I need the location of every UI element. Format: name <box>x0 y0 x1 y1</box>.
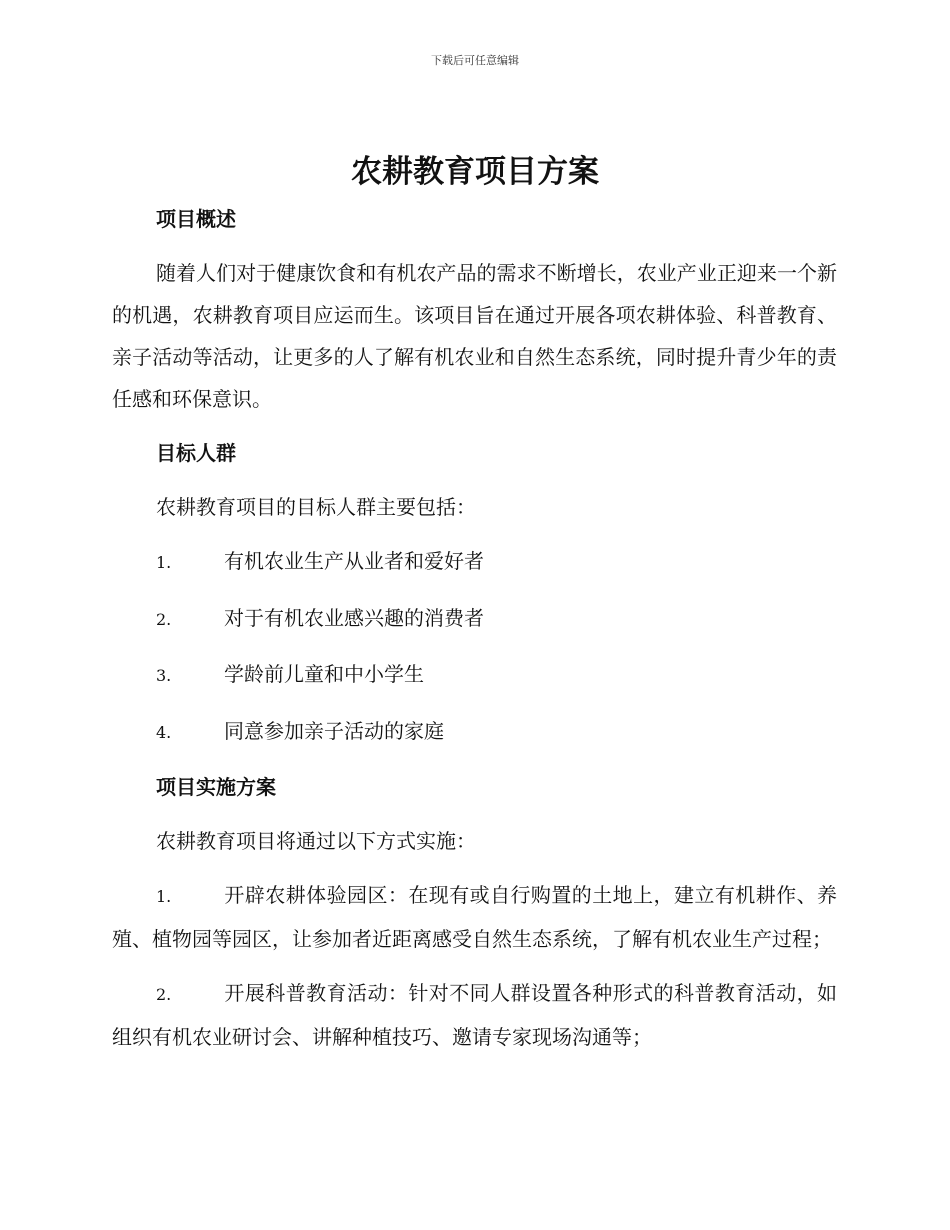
section-heading-overview: 项目概述 <box>156 207 236 231</box>
list-item-text: 开辟农耕体验园区：在现有或自行购置的土地上，建立有机耕作、养殖、植物园等园区，让参加者近距离感受自然生态系统，了解有机农业生产过程； <box>112 883 837 952</box>
section-heading-audience: 目标人群 <box>156 441 236 465</box>
document-title: 农耕教育项目方案 <box>351 154 599 190</box>
list-item-text: 同意参加亲子活动的家庭 <box>224 718 444 743</box>
list-item <box>112 597 837 641</box>
list-item-number: 2. <box>156 609 172 629</box>
section-heading-implementation: 项目实施方案 <box>156 775 276 800</box>
list-item-number: 2. <box>156 985 172 1005</box>
header-note: 下载后可任意编辑 <box>431 54 519 67</box>
document-body <box>112 198 837 1058</box>
overview-paragraph: 随着人们对于健康饮食和有机农产品的需求不断增长，农业产业正迎来一个新的机遇，农耕教育项目应运而生。该项目旨在通过开展各项农耕体验、科普教育、亲子活动等活动，让更多的人了解有机农业和自然生态系统，同时提升青少年的责任感和环保意识。 <box>112 261 837 411</box>
list-item-text: 有机农业生产从业者和爱好者 <box>224 549 484 573</box>
list-item <box>112 710 837 754</box>
audience-intro: 农耕教育项目的目标人群主要包括： <box>156 495 476 519</box>
list-item-number: 1. <box>156 887 172 907</box>
list-item-number: 4. <box>156 722 172 742</box>
list-item-number: 1. <box>156 553 172 572</box>
list-item <box>112 540 837 584</box>
audience-list <box>112 540 837 754</box>
list-item-text: 学龄前儿童和中小学生 <box>224 662 424 687</box>
list-item-number: 3. <box>156 666 172 686</box>
implementation-intro: 农耕教育项目将通过以下方式实施： <box>156 829 476 854</box>
list-item <box>112 653 837 697</box>
implementation-item-2 <box>112 972 837 1058</box>
list-item-text: 开展科普教育活动：针对不同人群设置各种形式的科普教育活动，如组织有机农业研讨会、讲解种植技巧、邀请专家现场沟通等； <box>112 981 837 1050</box>
implementation-item-1 <box>112 874 837 960</box>
list-item-text: 对于有机农业感兴趣的消费者 <box>224 605 484 630</box>
